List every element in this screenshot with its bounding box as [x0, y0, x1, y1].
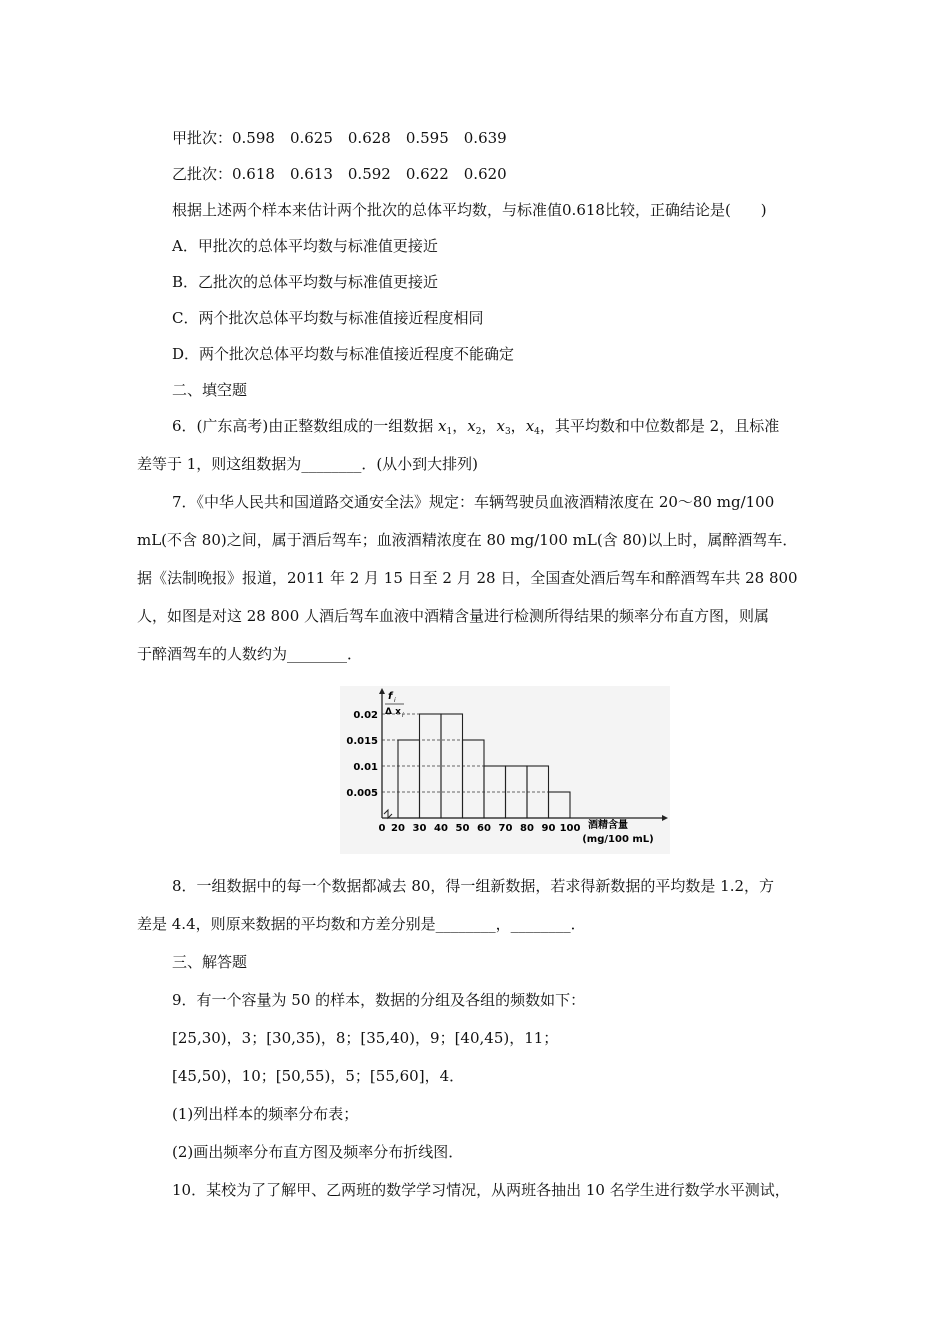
y-tick-label: 0.005 — [346, 788, 378, 799]
x-tick-label: 70 — [498, 823, 513, 834]
question-6-line-2: 差等于 1，则这组数据为________．(从小到大排列) — [137, 455, 479, 473]
y-label-numerator-sub: i — [394, 697, 396, 704]
question-8-line-1: 8．一组数据中的每一个数据都减去 80，得一组新数据，若求得新数据的平均数是 1.2，方 — [172, 877, 775, 895]
section-fill-in: 二、填空题 — [172, 381, 248, 399]
question-9-stem: 9．有一个容量为 50 的样本，数据的分组及各组的频数如下： — [172, 991, 586, 1009]
question-7-line-4: 人，如图是对这 28 800 人酒后驾车血液中酒精含量进行检测所得结果的频率分布直方图，则属 — [137, 607, 770, 625]
option-a: A．甲批次的总体平均数与标准值更接近 — [172, 237, 438, 255]
question-8-line-2: 差是 4.4，则原来数据的平均数和方差分别是________，________． — [137, 915, 586, 933]
x-label-line-1: 酒精含量 — [588, 820, 628, 831]
question-5-stem: 根据上述两个样本来估计两个批次的总体平均数，与标准值0.618比较，正确结论是( ) — [172, 201, 767, 219]
var-x1: x — [438, 417, 447, 435]
question-6-intro: 6．(广东高考)由正整数组成的一组数据 — [172, 417, 439, 435]
question-9-groups-2: [45,50)，10；[50,55)，5；[55,60]，4． — [172, 1067, 465, 1085]
y-tick-label: 0.01 — [353, 762, 378, 773]
y-label-numerator: f — [388, 691, 393, 702]
question-10-stem: 10．某校为了了解甲、乙两班的数学学习情况，从两班各抽出 10 名学生进行数学水平测试， — [172, 1181, 790, 1199]
option-d: D．两个批次总体平均数与标准值接近程度不能确定 — [172, 345, 515, 363]
x-tick-label: 20 — [391, 823, 405, 834]
x-tick-label: 30 — [412, 823, 427, 834]
y-label-denominator: Δ x — [385, 707, 401, 717]
x-tick-label: 50 — [455, 823, 470, 834]
sub-1: 1 — [446, 427, 453, 437]
sub-4: 4 — [534, 427, 540, 437]
comma-2: ， — [481, 417, 497, 435]
y-label-denominator-sub: i — [402, 712, 404, 719]
var-x2: x — [467, 417, 476, 435]
question-9-part-1: (1)列出样本的频率分布表； — [172, 1105, 359, 1123]
question-7-line-5: 于醉酒驾车的人数约为________． — [137, 645, 363, 663]
var-x4: x — [525, 417, 535, 435]
question-7-line-3: 据《法制晚报》报道，2011 年 2 月 15 日至 2 月 28 日，全国查处酒后驾车和醉酒驾车共 28 800 — [137, 569, 798, 587]
question-6-rest: ，其平均数和中位数都是 2，且标准 — [539, 417, 780, 435]
y-tick-label: 0.02 — [353, 710, 378, 721]
x-tick-label: 40 — [434, 823, 448, 834]
comma-3: ， — [510, 417, 526, 435]
question-9-part-2: (2)画出频率分布直方图及频率分布折线图． — [172, 1143, 464, 1161]
option-c: C．两个批次总体平均数与标准值接近程度相同 — [172, 309, 484, 327]
question-9-groups-1: [25,30)，3；[30,35)，8；[35,40)，9；[40,45)，11； — [172, 1029, 559, 1047]
sub-3: 3 — [504, 427, 511, 437]
histogram-figure — [340, 686, 670, 854]
question-7-line-1: 7．《中华人民共和国道路交通安全法》规定：车辆驾驶员血液酒精浓度在 20～80 mg/100 — [172, 493, 775, 511]
x-label-line-2: (mg/100 mL) — [582, 834, 654, 845]
question-7-line-2: mL(不含 80)之间，属于酒后驾车；血液酒精浓度在 80 mg/100 mL(含 80)以上时，属醉酒驾车． — [137, 531, 798, 549]
x-tick-label: 0 — [378, 823, 386, 834]
sub-2: 2 — [475, 427, 482, 437]
line-jia-batch: 甲批次：0.598 0.625 0.628 0.595 0.639 — [172, 129, 507, 147]
line-yi-batch: 乙批次：0.618 0.613 0.592 0.622 0.620 — [172, 165, 507, 183]
comma-1: ， — [452, 417, 468, 435]
var-x3: x — [496, 417, 505, 435]
x-tick-label: 60 — [477, 823, 491, 834]
question-6-line-1 — [172, 416, 779, 442]
option-b: B．乙批次的总体平均数与标准值更接近 — [172, 273, 439, 291]
x-tick-label: 80 — [520, 823, 534, 834]
y-tick-label: 0.015 — [346, 736, 378, 747]
section-answer: 三、解答题 — [172, 953, 248, 971]
x-tick-label: 100 — [559, 823, 581, 834]
x-tick-label: 90 — [541, 823, 556, 834]
